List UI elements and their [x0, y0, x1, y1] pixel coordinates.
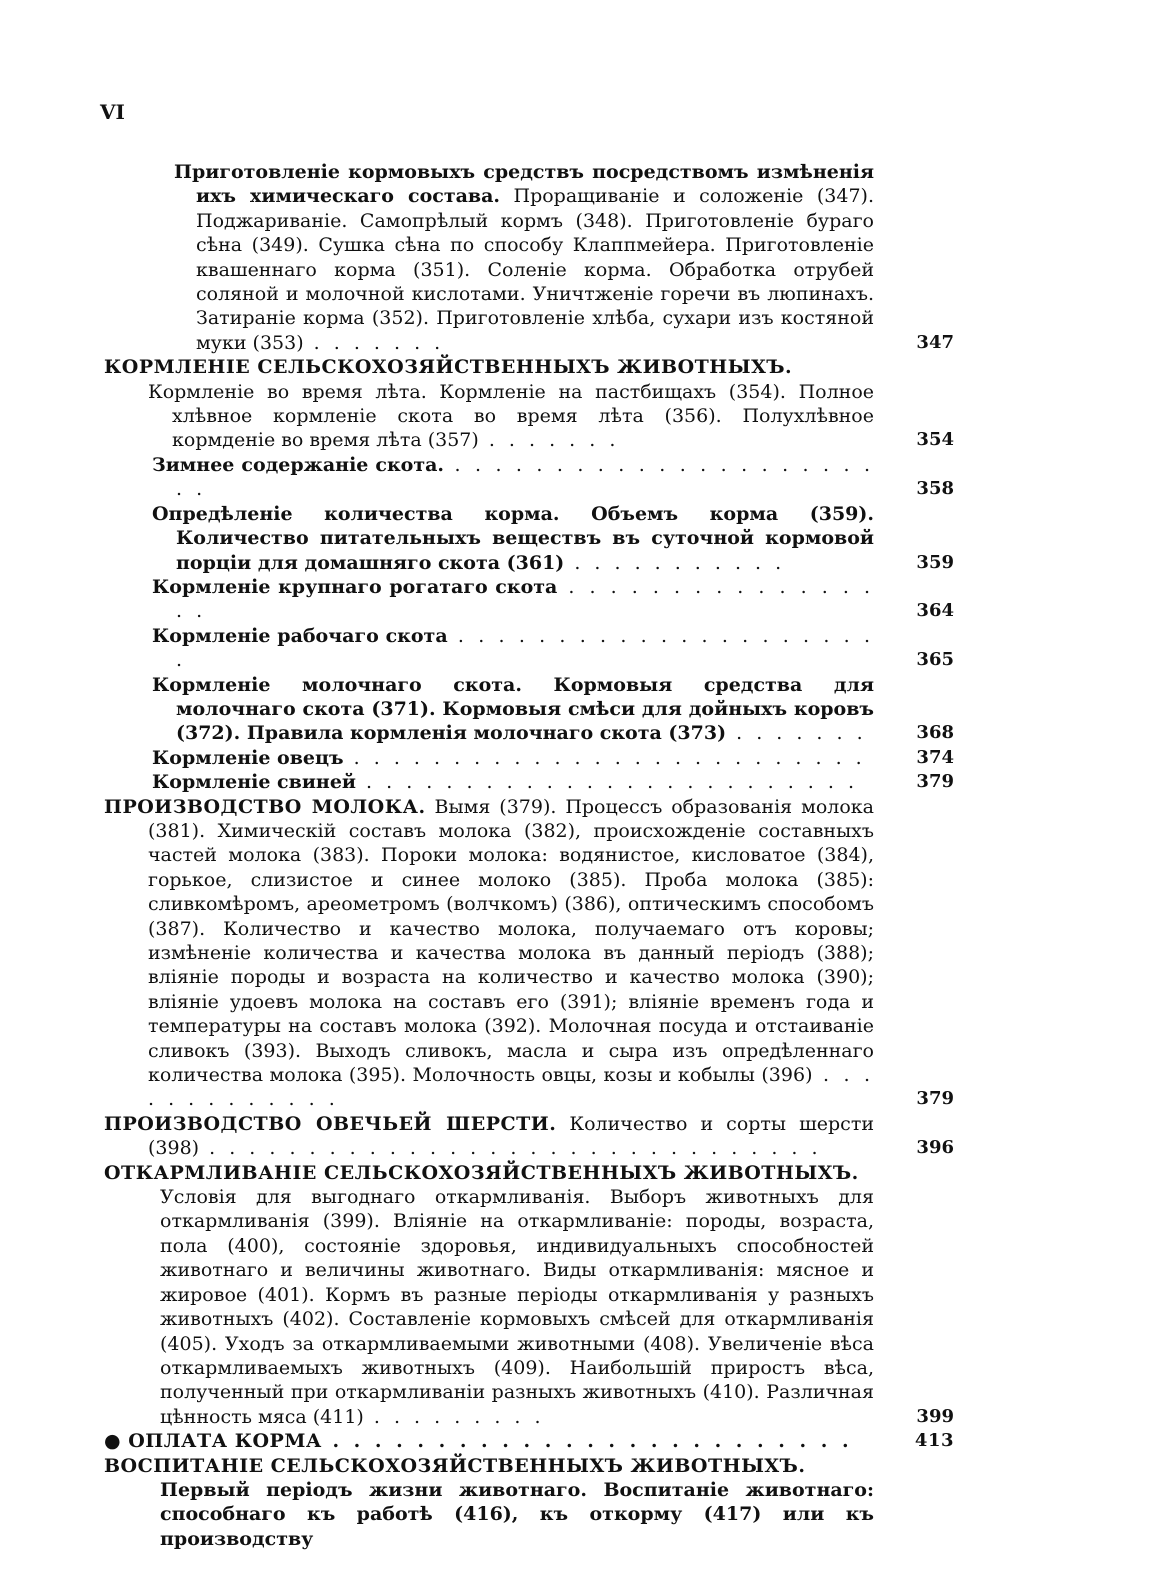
toc-entry: ПРОИЗВОДСТВО ОВЕЧЬЕЙ ШЕРСТИ. Количество и сорты шерсти (398) . . . . . . . . . . . . . . . . . . . . . . . . . . . . . . . 396 — [104, 1112, 954, 1160]
toc-entry-heading: ВОСПИТАНІЕ СЕЛЬСКОХОЗЯЙСТВЕННЫХЪ ЖИВОТНЫХЪ. — [104, 1454, 806, 1477]
toc-entry-heading: Кормленіе молочнаго скота. — [152, 673, 522, 696]
toc-section-heading — [104, 1454, 954, 1478]
toc-entry-page: 365 — [916, 649, 954, 671]
toc-entry-text: Условія для выгоднаго откармливанія. Выборъ животныхъ для откармливанія (399). Вліяніе на откармливаніе: породы, возраста, пола (400), состояніе здоровья, индивидуальныхъ способностей животнаго и величины животнаго. Виды откармливанія: мясное и жировое (401). Кормъ въ разные періоды откармливанія у разныхъ животныхъ (402). Составленіе кормовыхъ смѣсей для откармливанія (405). Уходъ за откармливаемыми животными (408). Увеличеніе вѣса откармливаемыхъ животныхъ (409). Наибольшій приростъ вѣса, полученный при откармливаніи разныхъ животныхъ (410). Различная цѣнность мяса (411) — [160, 1186, 874, 1428]
toc-entry-heading: КОРМЛЕНІЕ СЕЛЬСКОХОЗЯЙСТВЕННЫХЪ ЖИВОТНЫХЪ. — [104, 356, 793, 379]
toc-entry-heading: ОПЛАТА КОРМА — [128, 1430, 322, 1453]
toc-entry-text: Кормленіе на пастбищахъ (354). Полное хлѣвное кормленіе скота во время лѣта (356). Полухлѣвное кормденіе во время лѣта (357) — [172, 380, 875, 452]
toc-entry-text: Количество и сорты шерсти (398) — [148, 1112, 875, 1160]
toc-entry-page: 379 — [916, 1088, 954, 1110]
toc-entry-page: 354 — [916, 429, 954, 451]
toc-entry-page: 347 — [916, 331, 954, 353]
toc-entry-text: Проращиваніе и соложеніе (347). Поджариваніе. Самопрѣлый кормъ (348). Приготовленіе бураго сѣна (349). Сушка сѣна по способу Клаппмейера. Приготовленіе квашеннаго корма (351). Соленіе корма. Обработка отрубей соляной и молочной кислотами. Уничтженіе горечи въ люпинахъ. Затираніе корма (352). Приготовленіе хлѣба, сухари изъ костяной муки (353) — [196, 185, 874, 354]
toc-entry-text: Объемъ корма (359). Количество питательныхъ веществъ въ суточной кормовой порціи для домашняго скота (361) — [176, 502, 875, 574]
toc-entry-page: 358 — [916, 478, 954, 500]
toc-entry: Зимнее содержаніе скота. . . . . . . . . . . . . . . . . . . . . . . . 358 — [152, 453, 954, 501]
toc-entry-page: 413 — [914, 1430, 954, 1452]
toc-entry-text: Первый періодъ жизни животнаго. Воспитаніе животнаго: способнаго къ работѣ (416), къ откорму (417) или къ производству — [160, 1478, 874, 1550]
toc-entry: Условія для выгоднаго откармливанія. Выборъ животныхъ для откармливанія (399). Вліяніе на откармливаніе: породы, возраста, пола (400), состояніе здоровья, индивидуальныхъ способностей животнаго и величины животнаго. Виды откармливанія: мясное и жировое (401). Кормъ въ разные періоды откармливанія у разныхъ животныхъ (402). Составленіе кормовыхъ смѣсей для откармливанія (405). Уходъ за откармливаемыми животными (408). Увеличеніе вѣса откармливаемыхъ животныхъ (409). Наибольшій приростъ вѣса, полученный при откармливаніи разныхъ животныхъ (410). Различная цѣнность мяса (411) . . . . . . . . . 399 — [160, 1186, 954, 1428]
toc-entry-page: 368 — [916, 722, 954, 744]
toc-entry: Кормленіе свиней . . . . . . . . . . . . . . . . . . . . . . . . . 379 — [152, 771, 954, 794]
toc-entry: Кормленіе овецъ . . . . . . . . . . . . . . . . . . . . . . . . . . 374 — [152, 746, 954, 769]
toc-entry-heading: Кормленіе во время лѣта. — [148, 380, 427, 403]
toc-entry-heading: Кормленіе рабочаго скота — [152, 624, 448, 647]
toc-entry-heading: Зимнее содержаніе скота. — [152, 453, 445, 476]
toc-entry: Кормленіе молочнаго скота. Кормовыя средства для молочнаго скота (371). Кормовыя смѣси для дойныхъ коровъ (372). Правила кормленія молочнаго скота (373) . . . . . . . 368 — [152, 673, 954, 745]
toc-entry: ПРОИЗВОДСТВО МОЛОКА. Вымя (379). Процессъ образованія молока (381). Химическій составъ молока (382), происхожденіе составныхъ частей молока (383). Пороки молока: водянистое, кисловатое (384), горькое, слизистое и синее молоко (385). Проба молока (385): сливкомѣромъ, ареометромъ (волчкомъ) (386), оптическимъ способомъ (387). Количество и качество молока, получаемаго отъ коровы; измѣненіе количества и качества молока въ данный періодъ (388); вліяніе породы и возраста на количество и качество молока (390); вліяніе удоевъ молока на составъ его (391); вліяніе временъ года и температуры на составъ молока (392). Молочная посуда и отстаиваніе сливокъ (393). Выходъ сливокъ, масла и сыра изъ опредѣленнаго количества молока (395). Молочность овцы, козы и кобылы (396) . . . . . . . . . . . . . 379 — [104, 795, 954, 1111]
toc-entry: Приготовленіе кормовыхъ средствъ посредствомъ измѣненія ихъ химическаго состава. Проращиваніе и соложеніе (347). Поджариваніе. Самопрѣлый кормъ (348). Приготовленіе бураго сѣна (349). Сушка сѣна по способу Клаппмейера. Приготовленіе квашеннаго корма (351). Соленіе корма. Обработка отрубей соляной и молочной кислотами. Уничтженіе горечи въ люпинахъ. Затираніе корма (352). Приготовленіе хлѣба, сухари изъ костяной муки (353) . . . . . . . 347 — [174, 161, 954, 354]
toc-entry — [104, 1478, 954, 1551]
toc-entry-heading: Кормленіе крупнаго рогатаго скота — [152, 575, 558, 598]
toc-entry-heading: ОТКАРМЛИВАНІЕ СЕЛЬСКОХОЗЯЙСТВЕННЫХЪ ЖИВОТНЫХЪ. — [104, 1161, 859, 1184]
toc-entry: Кормленіе во время лѣта. Кормленіе на пастбищахъ (354). Полное хлѣвное кормленіе скота во время лѣта (356). Полухлѣвное кормденіе во время лѣта (357) . . . . . . . 354 — [148, 380, 954, 452]
page-number: VI — [100, 100, 125, 124]
toc-entry-heading: Опредѣленіе количества корма. — [152, 502, 560, 525]
toc-entry-text: Вымя (379). Процессъ образованія молока (381). Химическій составъ молока (382), происхожденіе составныхъ частей молока (383). Пороки молока: водянистое, кисловатое (384), горькое, слизистое и синее молоко (385). Проба молока (385): сливкомѣромъ, ареометромъ (волчкомъ) (386), оптическимъ способомъ (387). Количество и качество молока, получаемаго отъ коровы; измѣненіе количества и качества молока въ данный періодъ (388); вліяніе породы и возраста на количество и качество молока (390); вліяніе удоевъ молока на составъ его (391); вліяніе временъ года и температуры на составъ молока (392). Молочная посуда и отстаиваніе сливокъ (393). Выходъ сливокъ, масла и сыра изъ опредѣленнаго количества молока (395). Молочность овцы, козы и кобылы (396) — [148, 795, 875, 1087]
toc-entry-page: 379 — [916, 771, 954, 793]
toc-entry-page: 399 — [916, 1405, 954, 1427]
toc-entry: ● ОПЛАТА КОРМА . . . . . . . . . . . . . . . . . . . . . . . . . 413 — [104, 1430, 954, 1453]
bullet-icon: ● — [104, 1430, 129, 1453]
table-of-contents — [104, 160, 954, 1551]
toc-entry: Кормленіе крупнаго рогатаго скота . . . . . . . . . . . . . . . . . 364 — [152, 575, 954, 623]
toc-entry-heading: Кормленіе свиней — [152, 771, 357, 794]
toc-section-heading — [104, 355, 954, 379]
toc-entry-heading: Кормленіе овецъ — [152, 746, 344, 769]
toc-entry-text: Кормовыя средства для молочнаго скота (371). Кормовыя смѣси для дойныхъ коровъ (372). Правила кормленія молочнаго скота (373) — [176, 673, 874, 745]
toc-entry-heading: ПРОИЗВОДСТВО ОВЕЧЬЕЙ ШЕРСТИ. — [104, 1112, 557, 1135]
toc-entry: Кормленіе рабочаго скота . . . . . . . . . . . . . . . . . . . . . . 365 — [152, 624, 954, 672]
toc-entry-page: 364 — [916, 600, 954, 622]
toc-entry-heading: ПРОИЗВОДСТВО МОЛОКА. — [104, 795, 426, 818]
toc-entry-page: 374 — [916, 746, 954, 768]
toc-entry-heading: Приготовленіе кормовыхъ средствъ посредствомъ измѣненія ихъ химическаго состава. — [174, 161, 874, 208]
toc-section-heading — [104, 1161, 954, 1185]
toc-entry-page: 359 — [916, 551, 954, 573]
toc-entry-page: 396 — [916, 1137, 954, 1159]
toc-entry: Опредѣленіе количества корма. Объемъ корма (359). Количество питательныхъ веществъ въ суточной кормовой порціи для домашняго скота (361) . . . . . . . . . . . 359 — [152, 502, 954, 574]
